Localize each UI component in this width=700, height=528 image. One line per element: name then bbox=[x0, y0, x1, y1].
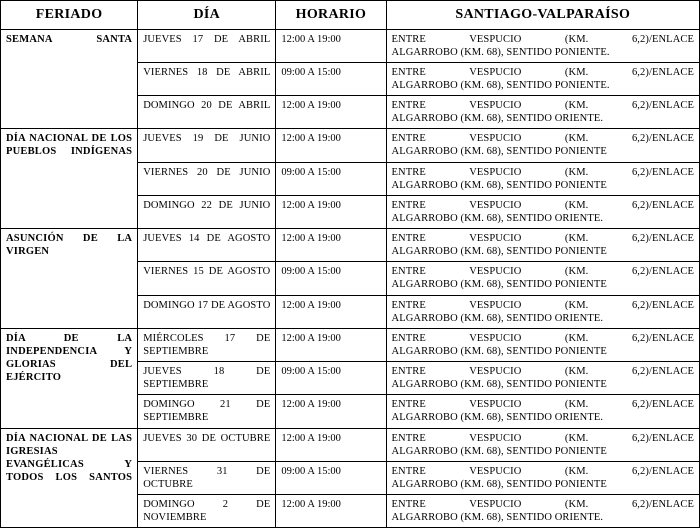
column-header-time: HORARIO bbox=[276, 1, 386, 30]
route-cell bbox=[386, 62, 699, 95]
time-cell: 09:00 A 15:00 bbox=[276, 262, 386, 295]
time-cell: 12:00 A 19:00 bbox=[276, 495, 386, 528]
route-line-1: ENTRE VESPUCIO (KM. 6,2)/ENLACE bbox=[391, 399, 694, 411]
route-cell bbox=[386, 328, 699, 361]
route-line-1: ENTRE VESPUCIO (KM. 6,2)/ENLACE bbox=[391, 366, 694, 377]
column-header-route: SANTIAGO-VALPARAÍSO bbox=[386, 1, 699, 30]
time-cell: 12:00 A 19:00 bbox=[276, 428, 386, 461]
route-line-1: ENTRE VESPUCIO (KM. 6,2)/ENLACE bbox=[391, 332, 694, 344]
route-line-1: ENTRE VESPUCIO (KM. 6,2)/ENLACE bbox=[391, 100, 694, 111]
route-line-2: ALGARROBO (KM. 68), SENTIDO ORIENTE. bbox=[391, 312, 604, 324]
route-cell bbox=[386, 395, 699, 428]
route-line-2: ALGARROBO (KM. 68), SENTIDO ORIENTE. bbox=[391, 512, 604, 524]
column-header-day: DÍA bbox=[138, 1, 276, 30]
route-cell bbox=[386, 362, 699, 395]
time-cell: 09:00 A 15:00 bbox=[276, 461, 386, 494]
day-cell: DOMINGO 20 DE ABRIL bbox=[138, 96, 276, 129]
route-line-1: ENTRE VESPUCIO (KM. 6,2)/ENLACE bbox=[391, 465, 694, 477]
route-line-2: ALGARROBO (KM. 68), SENTIDO PONIENTE. bbox=[391, 46, 610, 58]
day-cell: JUEVES 17 DE ABRIL bbox=[138, 29, 276, 62]
day-cell: VIERNES 15 DE AGOSTO bbox=[138, 262, 276, 295]
route-cell bbox=[386, 495, 699, 528]
time-cell: 12:00 A 19:00 bbox=[276, 328, 386, 361]
time-cell: 09:00 A 15:00 bbox=[276, 362, 386, 395]
day-cell: JUEVES 19 DE JUNIO bbox=[138, 129, 276, 162]
route-line-1: ENTRE VESPUCIO (KM. 6,2)/ENLACE bbox=[391, 432, 694, 444]
route-cell bbox=[386, 295, 699, 328]
time-cell: 12:00 A 19:00 bbox=[276, 129, 386, 162]
route-cell bbox=[386, 96, 699, 129]
table-row bbox=[1, 328, 700, 361]
holiday-name-cell: DÍA DE LA INDEPENDENCIA Y GLORIAS DEL EJÉRCITO bbox=[1, 328, 138, 428]
route-line-1: ENTRE VESPUCIO (KM. 6,2)/ENLACE bbox=[391, 299, 694, 311]
time-cell: 12:00 A 19:00 bbox=[276, 195, 386, 228]
route-line-2: ALGARROBO (KM. 68), SENTIDO PONIENTE bbox=[391, 445, 607, 457]
day-cell: DOMINGO 22 DE JUNIO bbox=[138, 195, 276, 228]
time-cell: 12:00 A 19:00 bbox=[276, 96, 386, 129]
table-row bbox=[1, 29, 700, 62]
table-header-row bbox=[1, 1, 700, 30]
day-cell: JUEVES 18 DE SEPTIEMBRE bbox=[138, 362, 276, 395]
route-line-2: ALGARROBO (KM. 68), SENTIDO PONIENTE bbox=[391, 146, 607, 158]
day-cell: JUEVES 14 DE AGOSTO bbox=[138, 229, 276, 262]
route-line-2: ALGARROBO (KM. 68), SENTIDO ORIENTE. bbox=[391, 212, 604, 224]
time-cell: 12:00 A 19:00 bbox=[276, 395, 386, 428]
route-line-1: ENTRE VESPUCIO (KM. 6,2)/ENLACE bbox=[391, 266, 694, 278]
route-line-2: ALGARROBO (KM. 68), SENTIDO PONIENTE bbox=[391, 478, 607, 490]
route-cell bbox=[386, 229, 699, 262]
table-row bbox=[1, 428, 700, 461]
route-cell bbox=[386, 428, 699, 461]
time-cell: 12:00 A 19:00 bbox=[276, 29, 386, 62]
route-line-1: ENTRE VESPUCIO (KM. 6,2)/ENLACE bbox=[391, 499, 694, 510]
day-cell: VIERNES 31 DE OCTUBRE bbox=[138, 461, 276, 494]
table-header bbox=[1, 1, 700, 30]
time-cell: 12:00 A 19:00 bbox=[276, 229, 386, 262]
route-line-2: ALGARROBO (KM. 68), SENTIDO ORIENTE. bbox=[391, 412, 604, 424]
route-line-1: ENTRE VESPUCIO (KM. 6,2)/ENLACE bbox=[391, 199, 694, 211]
route-line-2: ALGARROBO (KM. 68), SENTIDO PONIENTE bbox=[391, 246, 607, 258]
route-line-1: ENTRE VESPUCIO (KM. 6,2)/ENLACE bbox=[391, 33, 694, 45]
day-cell: DOMINGO 21 DE SEPTIEMBRE bbox=[138, 395, 276, 428]
route-cell bbox=[386, 195, 699, 228]
table-row bbox=[1, 229, 700, 262]
holiday-name-cell: DÍA NACIONAL DE LAS IGRESIAS EVANGÉLICAS Y TODOS LOS SANTOS bbox=[1, 428, 138, 528]
route-cell bbox=[386, 461, 699, 494]
holiday-name-cell: DÍA NACIONAL DE LOS PUEBLOS INDÍGENAS bbox=[1, 129, 138, 229]
route-cell bbox=[386, 29, 699, 62]
route-line-2: ALGARROBO (KM. 68), SENTIDO PONIENTE. bbox=[391, 79, 610, 91]
table-row bbox=[1, 129, 700, 162]
route-line-1: ENTRE VESPUCIO (KM. 6,2)/ENLACE bbox=[391, 66, 694, 78]
holiday-name-cell: SEMANA SANTA bbox=[1, 29, 138, 129]
route-line-1: ENTRE VESPUCIO (KM. 6,2)/ENLACE bbox=[391, 233, 694, 244]
holiday-name-cell: ASUNCIÓN DE LA VIRGEN bbox=[1, 229, 138, 329]
table-body bbox=[1, 29, 700, 528]
time-cell: 12:00 A 19:00 bbox=[276, 295, 386, 328]
route-cell bbox=[386, 162, 699, 195]
route-line-2: ALGARROBO (KM. 68), SENTIDO PONIENTE bbox=[391, 345, 607, 357]
time-cell: 09:00 A 15:00 bbox=[276, 62, 386, 95]
route-line-2: ALGARROBO (KM. 68), SENTIDO PONIENTE bbox=[391, 379, 607, 391]
day-cell: DOMINGO 2 DE NOVIEMBRE bbox=[138, 495, 276, 528]
route-line-1: ENTRE VESPUCIO (KM. 6,2)/ENLACE bbox=[391, 133, 694, 145]
column-header-holiday: FERIADO bbox=[1, 1, 138, 30]
day-cell: DOMINGO 17 DE AGOSTO bbox=[138, 295, 276, 328]
day-cell: MIÉRCOLES 17 DE SEPTIEMBRE bbox=[138, 328, 276, 361]
day-cell: VIERNES 20 DE JUNIO bbox=[138, 162, 276, 195]
route-cell bbox=[386, 129, 699, 162]
day-cell: JUEVES 30 DE OCTUBRE bbox=[138, 428, 276, 461]
route-line-2: ALGARROBO (KM. 68), SENTIDO ORIENTE. bbox=[391, 113, 604, 125]
time-cell: 09:00 A 15:00 bbox=[276, 162, 386, 195]
route-line-2: ALGARROBO (KM. 68), SENTIDO PONIENTE bbox=[391, 179, 607, 191]
route-line-1: ENTRE VESPUCIO (KM. 6,2)/ENLACE bbox=[391, 166, 694, 178]
route-line-2: ALGARROBO (KM. 68), SENTIDO PONIENTE bbox=[391, 279, 607, 291]
route-cell bbox=[386, 262, 699, 295]
day-cell: VIERNES 18 DE ABRIL bbox=[138, 62, 276, 95]
